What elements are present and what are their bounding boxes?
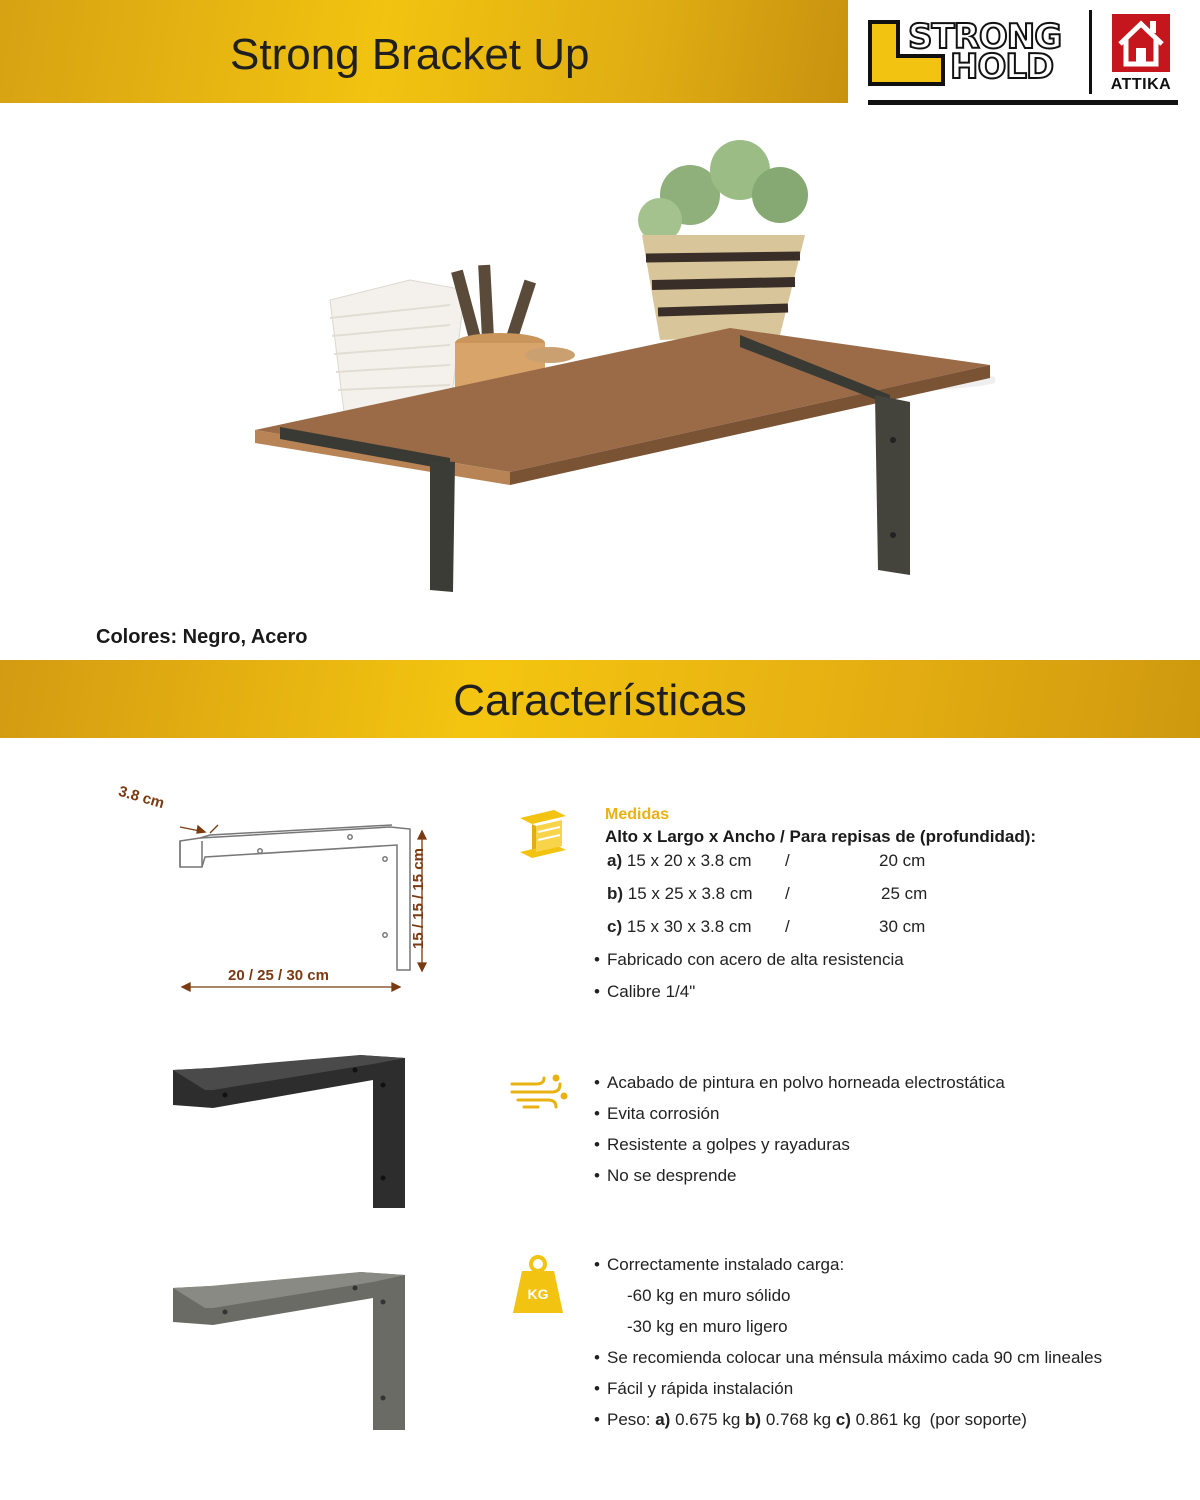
carga-bullet-2: • Se recomienda colocar una ménsula máximo cada 90 cm lineales [607, 1348, 1102, 1368]
attika-logo [1110, 12, 1172, 74]
weight-kg-label: KG [527, 1286, 549, 1302]
row-dims: 15 x 30 x 3.8 cm [626, 917, 752, 936]
row-sep: / [785, 884, 790, 903]
peso-c: 0.861 kg [855, 1410, 921, 1429]
carga-bullet-1: • Correctamente instalado carga: [607, 1255, 844, 1275]
row-letter: a) [607, 851, 623, 870]
medidas-row-a [607, 851, 1047, 873]
medidas-subtitle: Alto x Largo x Ancho / Para repisas de (profundidad): [605, 827, 1037, 846]
section-title: Características [453, 676, 747, 725]
acabado-bullet-3: • Resistente a golpes y rayaduras [607, 1135, 850, 1155]
peso-a-letter: a) [655, 1410, 671, 1429]
row-dims: 15 x 25 x 3.8 cm [627, 884, 753, 903]
row-depth: 20 cm [879, 851, 926, 870]
plant-basket [638, 140, 808, 340]
wind-spray-icon [508, 1074, 568, 1114]
medidas-row-c [607, 917, 1047, 939]
black-bracket-render [165, 1050, 415, 1215]
logo-rule [868, 100, 1178, 105]
logo-divider [1089, 10, 1092, 94]
dimension-diagram [110, 775, 450, 1005]
steel-bracket-image [165, 1270, 415, 1435]
peso-a: 0.675 kg [675, 1410, 741, 1429]
steel-bracket-render [165, 1270, 415, 1435]
stronghold-word-2: HOLD [950, 47, 1054, 87]
row-dims: 15 x 20 x 3.8 cm [626, 851, 752, 870]
peso-label: Peso: [607, 1410, 651, 1429]
stronghold-logo [868, 18, 1073, 90]
shelf-illustration [250, 140, 995, 600]
weight-kg-icon [512, 1255, 564, 1315]
carga-sub-2: -30 kg en muro ligero [627, 1317, 788, 1336]
acabado-bullet-4: • No se desprende [607, 1166, 736, 1186]
carga-sub-1: -60 kg en muro sólido [627, 1286, 791, 1305]
acabado-bullet-1: • Acabado de pintura en polvo horneada electrostática [607, 1073, 1005, 1093]
medidas-bullet-1: • Fabricado con acero de alta resistencia [607, 950, 904, 970]
page-title: Strong Bracket Up [230, 30, 590, 79]
medidas-title: Medidas [605, 806, 670, 823]
black-bracket-image [165, 1050, 415, 1215]
colores-label: Colores: Negro, Acero [96, 626, 308, 648]
row-letter: b) [607, 884, 624, 903]
peso-b: 0.768 kg [765, 1410, 832, 1429]
hero-product-image [250, 140, 995, 600]
row-depth: 25 cm [881, 884, 928, 903]
row-sep: / [785, 917, 790, 936]
peso-b-letter: b) [745, 1410, 762, 1429]
row-depth: 30 cm [879, 917, 926, 936]
attika-wordmark: ATTIKA [1110, 76, 1172, 93]
height-dimension-label: 15 / 15 / 15 cm [409, 848, 427, 949]
carga-peso [607, 1410, 1027, 1430]
row-sep: / [785, 851, 790, 870]
attika-house-icon [1110, 12, 1172, 74]
length-dimension-label: 20 / 25 / 30 cm [228, 967, 329, 984]
acabado-bullet-2: • Evita corrosión [607, 1104, 719, 1124]
medidas-row-b [607, 884, 1047, 906]
peso-c-letter: c) [835, 1410, 851, 1429]
steel-beam-icon [512, 806, 572, 866]
row-letter: c) [607, 917, 623, 936]
medidas-bullet-2: • Calibre 1/4" [607, 982, 695, 1002]
stronghold-word-1: STRONG [908, 17, 1062, 57]
peso-note: (por soporte) [929, 1410, 1027, 1429]
carga-bullet-3: • Fácil y rápida instalación [607, 1379, 793, 1399]
depth-dimension-label: 3.8 cm [116, 782, 167, 813]
